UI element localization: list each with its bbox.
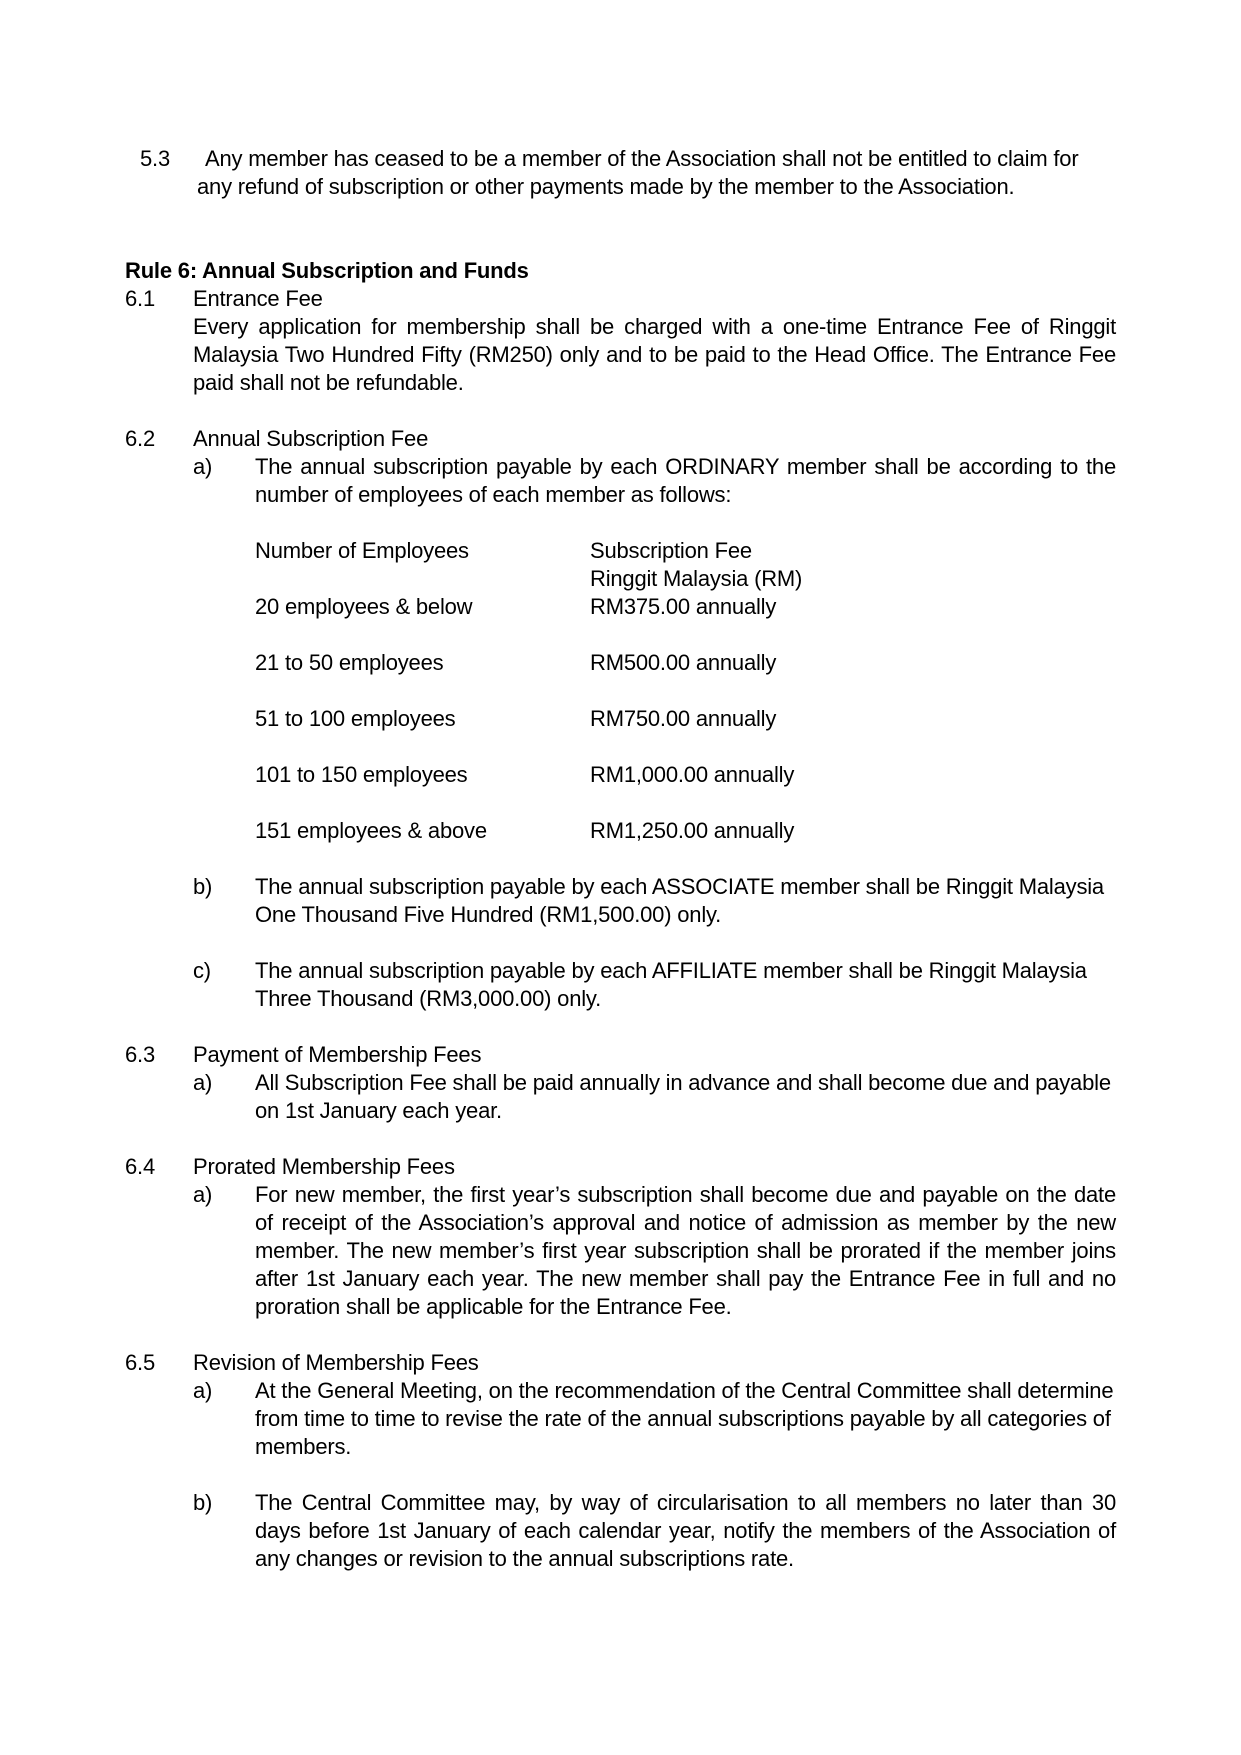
fee-cell: RM500.00 annually: [590, 650, 777, 675]
employees-cell: 20 employees & below: [255, 594, 473, 619]
section-title: Revision of Membership Fees: [193, 1350, 479, 1375]
fee-table-col2-header: [590, 537, 1116, 593]
fee-table-col2-header-line2: Ringgit Malaysia (RM): [590, 566, 803, 591]
subitem-label: c): [193, 958, 211, 983]
fee-table-row: [255, 649, 1116, 677]
fee-table-row: [255, 593, 1116, 621]
subitem-text: The annual subscription payable by each AFFILIATE member shall be Ringgit Malaysia Three Thousand (RM3,000.00) only.: [255, 958, 1087, 1011]
section-title: Annual Subscription Fee: [193, 426, 429, 451]
subitem-6-5-a: [125, 1377, 1116, 1461]
fee-cell: RM750.00 annually: [590, 706, 777, 731]
subitem-text: The annual subscription payable by each ASSOCIATE member shall be Ringgit Malaysia One Thousand Five Hundred (RM1,500.00) only.: [255, 874, 1104, 927]
subitem-label: a): [193, 1182, 213, 1207]
clause-number: 5.3: [140, 146, 170, 171]
section-title: Entrance Fee: [193, 286, 323, 311]
subitem-label: b): [193, 874, 213, 899]
fee-table-col1-header: Number of Employees: [255, 538, 469, 563]
section-6-4-title-row: [125, 1153, 1116, 1181]
section-number: 6.5: [125, 1350, 155, 1375]
section-6-1-title-row: [125, 285, 1116, 313]
subitem-text: All Subscription Fee shall be paid annually in advance and shall become due and payable on 1st January each year.: [255, 1070, 1111, 1123]
section-6-1-paragraph-row: [125, 313, 1116, 397]
employees-cell: 101 to 150 employees: [255, 762, 468, 787]
fee-table-row: [255, 817, 1116, 845]
subitem-6-3-a: [125, 1069, 1116, 1125]
subitem-6-5-b: [125, 1489, 1116, 1573]
section-6-5-title-row: [125, 1349, 1116, 1377]
subitem-6-4-a: [125, 1181, 1116, 1321]
section-6-2-title-row: [125, 425, 1116, 453]
subitem-6-2-c: [125, 957, 1116, 1013]
section-title: Payment of Membership Fees: [193, 1042, 482, 1067]
clause-text: Any member has ceased to be a member of the Association shall not be entitled to claim for any refund of subscription or other payments made by the member to the Association.: [197, 146, 1079, 199]
subitem-label: a): [193, 454, 213, 479]
section-paragraph: Every application for membership shall be charged with a one-time Entrance Fee of Ringgit Malaysia Two Hundred Fifty (RM250) only and to be paid to the Head Office. The Entrance Fee paid shall not be refundable.: [193, 314, 1116, 395]
subitem-label: b): [193, 1490, 213, 1515]
section-title: Prorated Membership Fees: [193, 1154, 455, 1179]
employees-cell: 21 to 50 employees: [255, 650, 444, 675]
fee-cell: RM1,000.00 annually: [590, 762, 795, 787]
employees-cell: 151 employees & above: [255, 818, 487, 843]
subitem-text: For new member, the first year’s subscription shall become due and payable on the date of receipt of the Association’s approval and notice of admission as member by the new member. The new member’s first year subscription shall be prorated if the member joins after 1st January each year. The new member shall pay the Entrance Fee in full and no proration shall be applicable for the Entrance Fee.: [255, 1182, 1116, 1319]
fee-cell: RM1,250.00 annually: [590, 818, 795, 843]
fee-table: [255, 537, 1116, 845]
employees-cell: 51 to 100 employees: [255, 706, 456, 731]
subitem-6-2-b: [125, 873, 1116, 929]
fee-cell: RM375.00 annually: [590, 594, 777, 619]
section-6-3-title-row: [125, 1041, 1116, 1069]
subitem-text: The Central Committee may, by way of circularisation to all members no later than 30 days before 1st January of each calendar year, notify the members of the Association of any changes or revision to the annual subscriptions rate.: [255, 1490, 1116, 1571]
fee-table-col2-header-line1: Subscription Fee: [590, 538, 752, 563]
clause-5-3: [125, 145, 1116, 201]
fee-table-row: [255, 761, 1116, 789]
subitem-text: At the General Meeting, on the recommendation of the Central Committee shall determine from time to time to revise the rate of the annual subscriptions payable by all categories of members.: [255, 1378, 1114, 1459]
subitem-text: The annual subscription payable by each ORDINARY member shall be according to the number of employees of each member as follows:: [255, 454, 1116, 507]
fee-table-header-row: [255, 537, 1116, 593]
subitem-6-2-a: [125, 453, 1116, 509]
rule-6-heading: Rule 6: Annual Subscription and Funds: [125, 258, 529, 283]
section-number: 6.1: [125, 286, 155, 311]
subitem-label: a): [193, 1378, 213, 1403]
section-number: 6.4: [125, 1154, 155, 1179]
fee-table-row: [255, 705, 1116, 733]
section-number: 6.2: [125, 426, 155, 451]
subitem-label: a): [193, 1070, 213, 1095]
section-number: 6.3: [125, 1042, 155, 1067]
